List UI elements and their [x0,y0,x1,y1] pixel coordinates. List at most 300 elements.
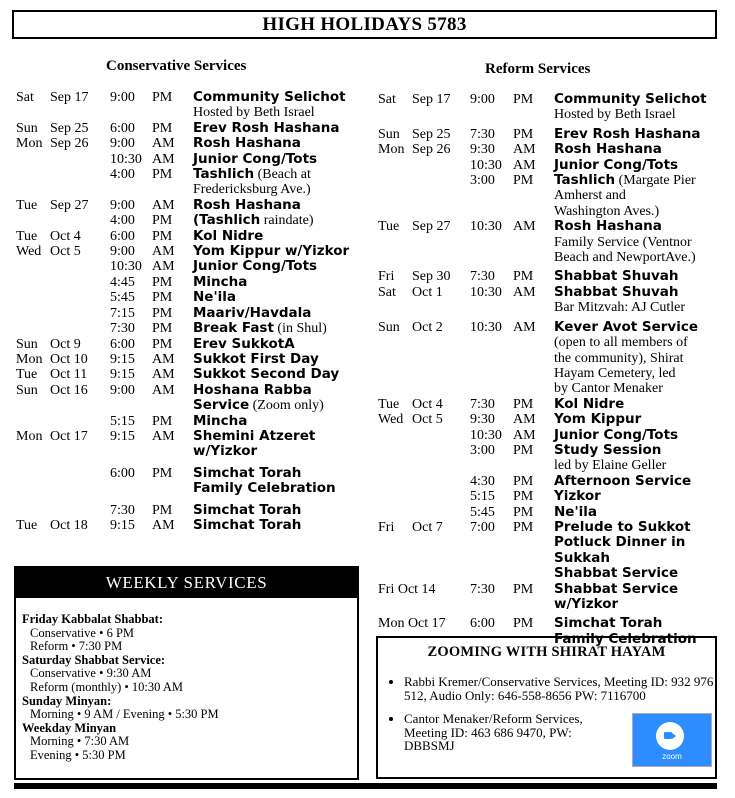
row-time: 6:00 [110,120,135,136]
event-note: led by Elaine Geller [554,458,667,474]
schedule-row [16,244,366,259]
schedule-row [378,173,723,219]
row-ampm: PM [513,519,534,535]
schedule-row [16,275,366,290]
event-name: Junior Cong/Tots [193,150,318,167]
row-date: Oct 18 [50,517,88,533]
event-name: Maariv/Havdala [193,304,312,321]
row-time: 10:30 [110,259,142,275]
reform-schedule [378,92,723,647]
row-time: 7:30 [470,581,495,597]
row-day: Sat [16,90,34,105]
row-event [554,92,723,123]
row-date: Sep 17 [50,90,89,105]
row-event [193,213,366,228]
row-event [193,136,366,151]
row-event [193,121,366,136]
row-day: Tue [16,517,38,533]
row-time: 10:30 [470,284,502,300]
event-name-cont: w/Yizkor [193,443,258,460]
row-date: Sep 26 [412,142,451,158]
row-day: Fri [378,269,395,285]
row-ampm: PM [513,173,534,189]
row-day: Sat [378,284,396,300]
event-note: Hayam Cemetery, led [554,365,676,381]
event-note: Beach and NewportAve.) [554,250,696,266]
row-ampm: PM [152,228,173,244]
event-name-cont: Sukkah [554,549,611,566]
row-ampm: PM [152,465,173,481]
event-name: Sukkot Second Day [193,366,340,383]
event-name: Simchat Torah [193,464,302,481]
event-name: Study Session [554,441,662,458]
row-time: 6:00 [110,228,135,244]
row-time: 6:00 [470,616,495,632]
event-inline-note: (Zoom only) [249,398,324,414]
event-name: Erev Rosh Hashana [554,125,701,142]
weekly-time: Reform • 7:30 PM [30,639,123,654]
row-ampm: AM [513,427,536,443]
row-event [193,90,366,121]
row-ampm: PM [152,274,173,290]
row-time: 4:30 [470,473,495,489]
event-name-cont: Family Celebration [193,480,336,497]
event-note: Bar Mitzvah: AJ Cutler [554,300,686,316]
row-event [554,474,723,489]
row-ampm: AM [513,219,536,235]
row-date: Oct 5 [412,412,443,428]
schedule-row [16,259,366,274]
row-day: Sat [378,92,396,107]
row-event [554,520,723,582]
row-date: Oct 7 [412,519,443,535]
weekly-time: Conservative • 9:30 AM [30,666,152,681]
event-name-cont: Potluck Dinner in [554,534,686,551]
event-name: Junior Cong/Tots [193,258,318,275]
weekly-time: Evening • 5:30 PM [30,747,126,762]
row-ampm: PM [513,489,534,505]
schedule-row [16,352,366,367]
row-time: 9:30 [470,412,495,428]
row-ampm: AM [513,412,536,428]
row-event [193,306,366,321]
row-day: Tue [16,197,38,213]
weekly-time: Morning • 7:30 AM [30,734,130,749]
event-name: Mincha [193,273,248,290]
event-note: by Cantor Menaker [554,381,663,397]
event-name: Erev Rosh Hashana [193,119,340,136]
row-event [554,505,723,520]
row-event [554,285,723,316]
event-name: Kol Nidre [554,395,625,412]
row-day: Mon [16,428,43,444]
row-ampm: AM [152,382,175,398]
weekly-group-title: Saturday Shabbat Service: [22,652,166,667]
row-ampm: PM [513,269,534,285]
row-time: 7:00 [470,519,495,535]
schedule-row [16,213,366,228]
schedule-row [16,229,366,244]
event-name: Simchat Torah [554,615,663,632]
row-time: 9:00 [110,90,135,105]
event-name: Rosh Hashana [554,218,662,235]
row-event [193,383,366,414]
row-time: 5:15 [470,489,495,505]
weekly-services-heading: WEEKLY SERVICES [16,568,357,598]
event-name: Ne'ila [193,289,236,306]
row-day: Tue [378,396,400,412]
schedule-row [378,219,723,265]
weekly-group-title: Friday Kabbalat Shabbat: [22,612,164,626]
event-name: Shabbat Shuvah [554,283,679,300]
event-name: Ne'ila [554,503,597,520]
row-ampm: PM [152,90,173,105]
event-name: Sukkot First Day [193,350,319,367]
event-note: Fredericksburg Ave.) [193,182,311,198]
row-ampm: AM [152,367,175,383]
zoom-item-rabbi: • Rabbi Kremer/Conservative Services, Meeting ID: 932 976 512, Audio Only: 646-558-8656 PW: 7116700 [404,675,715,702]
row-time: 4:00 [110,167,135,183]
row-time: 9:00 [110,382,135,398]
zoom-logo [632,713,712,767]
schedule-row [378,443,723,474]
schedule-row [16,466,366,497]
schedule-row [16,414,366,429]
row-ampm: AM [152,259,175,275]
row-day: Fri [378,519,395,535]
row-time: 5:15 [110,413,135,429]
row-ampm: PM [513,581,534,597]
schedule-row [378,505,723,520]
row-time: 7:15 [110,305,135,321]
row-date: Oct 4 [50,228,81,244]
row-date: Sep 27 [50,197,89,213]
weekly-group-title: Weekday Minyan [22,720,117,735]
row-event [554,489,723,504]
page-title: HIGH HOLIDAYS 5783 [12,10,717,39]
event-inline-note: (Margate Pier [615,173,696,189]
row-ampm: AM [152,517,175,533]
schedule-row [16,152,366,167]
row-date: Sep 25 [412,126,451,142]
row-day: Mon [16,351,43,367]
event-name: Shabbat Shuvah [554,268,679,285]
row-time: 7:30 [470,269,495,285]
row-event [193,466,366,497]
row-event [193,229,366,244]
zoom-box [376,636,717,779]
schedule-row [378,92,723,123]
row-event [193,259,366,274]
row-time: 9:15 [110,517,135,533]
row-event [193,337,366,352]
row-day: Fri Oct 14 [378,581,436,597]
event-name: Junior Cong/Tots [554,426,679,443]
row-day: Sun [16,382,38,398]
event-name: Simchat Torah [193,516,302,533]
row-time: 9:00 [110,197,135,213]
event-note: Hosted by Beth Israel [554,107,676,123]
row-ampm: PM [513,126,534,142]
event-note: Hosted by Beth Israel [193,105,315,121]
schedule-row [378,520,723,582]
row-day: Sun [16,120,38,136]
conservative-schedule [16,90,366,533]
row-time: 9:15 [110,351,135,367]
zoom-logo-text: zoom [662,752,682,761]
schedule-row [378,474,723,489]
row-day: Wed [16,244,42,260]
schedule-row [16,321,366,336]
event-name: Tashlich [554,172,616,189]
schedule-row [16,429,366,460]
row-event [554,269,723,284]
schedule-row [378,397,723,412]
row-event [554,142,723,157]
zoom-heading: ZOOMING WITH SHIRAT HAYAM [427,644,666,660]
weekly-time: Reform (monthly) • 10:30 AM [30,679,183,694]
event-name: Break Fast [193,320,274,337]
event-name-cont: Family Celebration [554,630,697,647]
row-time: 10:30 [470,319,502,335]
row-event [554,219,723,265]
zoom-item-cantor: • Cantor Menaker/Reform Services, Meeting ID: 463 686 9470, PW: DBBSMJ [404,712,609,753]
row-date: Oct 10 [50,351,88,367]
schedule-row [16,518,366,533]
row-ampm: PM [152,213,173,229]
schedule-row [378,127,723,142]
weekly-time: Morning • 9 AM / Evening • 5:30 PM [30,707,219,722]
event-name: Afternoon Service [554,472,692,489]
row-event [193,244,366,259]
schedule-row [16,367,366,382]
row-event [554,158,723,173]
row-event [193,367,366,382]
weekly-services-box [14,566,359,780]
event-name: Kol Nidre [193,227,264,244]
row-day: Sun [378,319,400,335]
reform-heading: Reform Services [485,61,591,77]
row-date: Sep 26 [50,136,89,152]
event-name: Yizkor [554,488,601,505]
row-date: Sep 17 [412,92,451,107]
row-event [554,582,723,613]
event-name: Community Selichot [193,89,346,105]
row-event [193,198,366,213]
schedule-row [16,306,366,321]
event-inline-note: raindate) [260,213,314,229]
row-day: Mon Oct 17 [378,616,446,632]
event-note: (open to all members of [554,335,688,351]
row-event [193,429,366,460]
row-time: 5:45 [110,290,135,306]
row-date: Sep 25 [50,120,89,136]
schedule-row [378,412,723,427]
row-ampm: PM [513,473,534,489]
row-day: Sun [378,126,400,142]
row-date: Oct 1 [412,284,443,300]
row-ampm: AM [152,351,175,367]
row-time: 9:00 [470,92,495,107]
row-event [193,352,366,367]
row-event [193,275,366,290]
row-date: Sep 30 [412,269,451,285]
row-event [554,397,723,412]
event-name: Hoshana Rabba [193,381,312,398]
schedule-row [16,337,366,352]
event-name-cont: w/Yizkor [554,596,619,612]
schedule-row [16,198,366,213]
schedule-row [378,320,723,397]
row-time: 7:30 [470,396,495,412]
row-ampm: PM [152,167,173,183]
row-time: 3:00 [470,442,495,458]
row-time: 9:30 [470,142,495,158]
row-time: 10:30 [470,157,502,173]
row-day: Sun [16,336,38,352]
row-event [193,321,366,336]
row-event [193,503,366,518]
row-ampm: AM [152,428,175,444]
event-inline-note: (in Shul) [273,321,327,337]
row-ampm: PM [152,305,173,321]
event-name-cont: Service [193,397,250,414]
row-time: 6:00 [110,465,135,481]
event-name: Simchat Torah [193,501,302,518]
row-event [554,127,723,142]
row-time: 3:00 [470,173,495,189]
row-ampm: PM [513,396,534,412]
row-time: 9:15 [110,367,135,383]
row-date: Sep 27 [412,219,451,235]
row-ampm: AM [152,151,175,167]
row-day: Tue [16,228,38,244]
conservative-heading: Conservative Services [106,58,247,74]
row-event [554,320,723,397]
row-ampm: AM [152,136,175,152]
row-day: Mon [16,136,43,152]
event-name: Tashlich [193,166,255,183]
row-ampm: PM [152,502,173,518]
row-time: 10:30 [470,219,502,235]
row-date: Oct 4 [412,396,443,412]
row-ampm: AM [513,319,536,335]
schedule-row [378,428,723,443]
schedule-row [16,90,366,121]
event-name: Yom Kippur [554,411,642,428]
row-time: 4:00 [110,213,135,229]
row-time: 9:15 [110,428,135,444]
event-name: Rosh Hashana [193,196,301,213]
row-time: 7:30 [470,126,495,142]
row-time: 6:00 [110,336,135,352]
event-name: Community Selichot [554,91,707,107]
row-ampm: AM [152,244,175,260]
row-ampm: AM [152,197,175,213]
row-ampm: PM [513,504,534,520]
row-ampm: PM [152,120,173,136]
row-event [554,443,723,474]
row-date: Oct 11 [50,367,88,383]
schedule-row [16,136,366,151]
row-event [193,290,366,305]
row-ampm: PM [513,92,534,107]
row-day: Wed [378,412,404,428]
row-time: 5:45 [470,504,495,520]
row-ampm: AM [513,157,536,173]
schedule-row [16,167,366,198]
row-event [193,518,366,533]
row-date: Oct 5 [50,244,81,260]
event-name-cont: Shabbat Service [554,565,679,582]
event-inline-note: (Beach at [254,167,311,183]
event-note: Amherst and [554,188,626,204]
event-name: Yom Kippur w/Yizkor [193,243,350,260]
weekly-time: Conservative • 6 PM [30,625,135,640]
event-name: Erev SukkotA [193,335,295,352]
event-note: Washington Aves.) [554,203,660,219]
row-day: Mon [378,142,405,158]
row-ampm: AM [513,284,536,300]
row-ampm: PM [152,321,173,337]
schedule-row [378,489,723,504]
event-name: (Tashlich [193,212,261,229]
schedule-row [378,285,723,316]
schedule-row [378,269,723,284]
event-name: Prelude to Sukkot [554,518,691,535]
row-time: 4:45 [110,274,135,290]
row-time: 9:00 [110,244,135,260]
row-event [193,167,366,198]
row-date: Oct 9 [50,336,81,352]
row-event [554,173,723,219]
row-ampm: PM [152,336,173,352]
row-ampm: AM [513,142,536,158]
event-name: Kever Avot Service [554,318,699,335]
row-date: Oct 16 [50,382,88,398]
schedule-row [378,582,723,613]
schedule-row [16,383,366,414]
row-ampm: PM [152,290,173,306]
event-name: Rosh Hashana [193,135,301,152]
row-time: 7:30 [110,321,135,337]
row-time: 7:30 [110,502,135,518]
event-name: Shabbat Service [554,580,679,597]
row-event [554,428,723,443]
event-name: Mincha [193,412,248,429]
weekly-services-list [16,598,357,763]
row-day: Tue [16,367,38,383]
row-ampm: PM [513,616,534,632]
schedule-row [378,142,723,157]
row-time: 10:30 [110,151,142,167]
schedule-row [16,121,366,136]
event-name: Shemini Atzeret [193,427,316,444]
row-time: 9:00 [110,136,135,152]
event-name: Rosh Hashana [554,141,662,158]
row-event [193,152,366,167]
schedule-row [16,503,366,518]
row-date: Oct 17 [50,428,88,444]
zoom-camera-icon [656,722,684,750]
row-event [554,412,723,427]
row-time: 10:30 [470,427,502,443]
event-note: the community), Shirat [554,350,684,366]
schedule-row [16,290,366,305]
row-ampm: PM [513,442,534,458]
event-name: Junior Cong/Tots [554,156,679,173]
row-day: Tue [378,219,400,235]
